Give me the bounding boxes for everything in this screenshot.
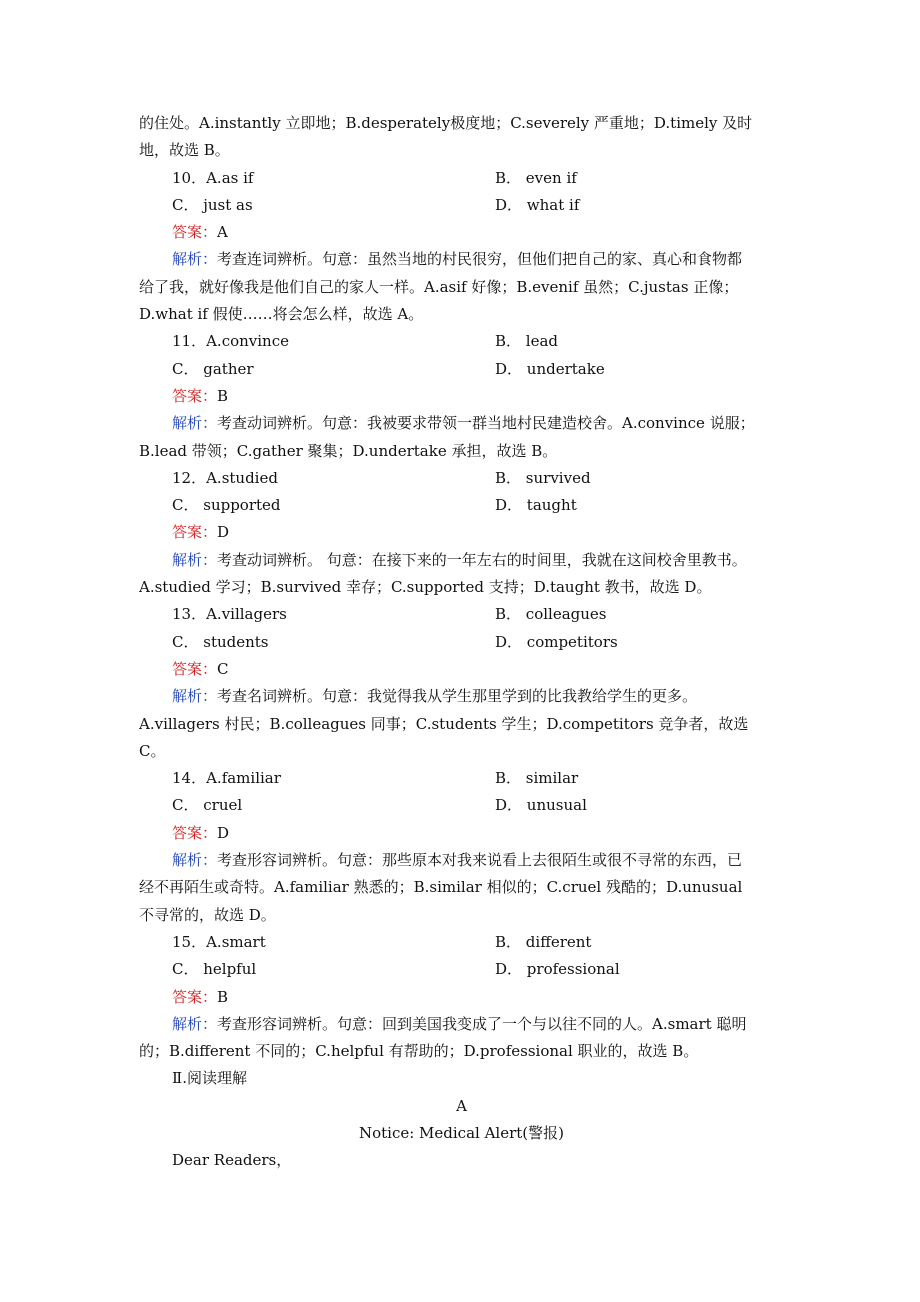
- option-d: D． professional: [495, 960, 620, 979]
- explanation-line: C。: [139, 741, 166, 760]
- question-11-options-row1: [139, 328, 784, 355]
- answer-label: 答案：: [172, 987, 218, 1006]
- explanation-label: 解析：: [172, 550, 218, 569]
- option-b: B． colleagues: [495, 605, 607, 624]
- explanation-line: [139, 547, 784, 574]
- answer-value: C: [217, 659, 229, 678]
- option-c: C． just as: [172, 195, 253, 214]
- answer-label: 答案：: [172, 523, 218, 542]
- explanation-label: 解析：: [172, 1014, 218, 1033]
- answer-value: A: [217, 223, 228, 242]
- document-body: [139, 110, 784, 1175]
- question-13-options-row1: [139, 601, 784, 628]
- passage-greeting: Dear Readers，: [172, 1151, 292, 1170]
- explanation-line: [139, 847, 784, 874]
- answer-label: 答案：: [172, 823, 218, 842]
- explanation-label: 解析：: [172, 414, 218, 433]
- question-10-options-row2: [139, 192, 784, 219]
- question-11-options-row2: [139, 356, 784, 383]
- question-15-options-row1: [139, 929, 784, 956]
- explanation-line: A.villagers 村民；B.colleagues 同事；C.students 学生；D.competitors 竞争者，故选: [139, 714, 749, 733]
- option-a: 13．A.villagers: [172, 605, 287, 624]
- option-b: B． different: [495, 932, 592, 951]
- explanation-line: 经不再陌生或奇特。A.familiar 熟悉的；B.similar 相似的；C.cruel 残酷的；D.unusual: [139, 878, 743, 897]
- question-14-options-row2: [139, 792, 784, 819]
- option-c: C． cruel: [172, 796, 243, 815]
- question-15-options-row2: [139, 956, 784, 983]
- explanation-line: [139, 246, 784, 273]
- explanation-text: 考查名词辨析。句意：我觉得我从学生那里学到的比我教给学生的更多。: [217, 687, 698, 706]
- option-b: B． lead: [495, 332, 559, 351]
- answer-line: [139, 820, 784, 847]
- intro-line: 地，故选 B。: [139, 141, 230, 160]
- answer-label: 答案：: [172, 659, 218, 678]
- explanation-text: 考查形容词辨析。句意：回到美国我变成了一个与以往不同的人。A.smart 聪明: [217, 1014, 747, 1033]
- question-12-options-row2: [139, 492, 784, 519]
- answer-label: 答案：: [172, 386, 218, 405]
- option-c: C． gather: [172, 359, 254, 378]
- section-heading: Ⅱ.阅读理解: [172, 1069, 247, 1088]
- explanation-line: A.studied 学习；B.survived 幸存；C.supported 支持；D.taught 教书，故选 D。: [139, 578, 712, 597]
- question-14-options-row1: [139, 765, 784, 792]
- explanation-text: 考查形容词辨析。句意：那些原本对我来说看上去很陌生或很不寻常的东西，已: [217, 851, 743, 870]
- option-a: 15．A.smart: [172, 932, 266, 951]
- option-d: D． unusual: [495, 796, 587, 815]
- explanation-line: 不寻常的，故选 D。: [139, 905, 276, 924]
- explanation-text: 考查连词辨析。句意：虽然当地的村民很穷，但他们把自己的家、真心和食物都: [217, 250, 743, 269]
- explanation-line: [139, 1011, 784, 1038]
- option-d: D． taught: [495, 496, 577, 515]
- option-b: B． similar: [495, 769, 579, 788]
- option-d: D． undertake: [495, 359, 605, 378]
- option-c: C． helpful: [172, 960, 257, 979]
- intro-line: 的住处。A.instantly 立即地；B.desperately极度地；C.severely 严重地；D.timely 及时: [139, 114, 753, 132]
- option-a: 11．A.convince: [172, 332, 289, 351]
- question-12-options-row1: [139, 465, 784, 492]
- explanation-label: 解析：: [172, 851, 218, 870]
- passage-letter: A: [456, 1096, 467, 1115]
- answer-value: B: [217, 987, 229, 1006]
- explanation-text: 考查动词辨析。 句意：在接下来的一年左右的时间里，我就在这间校舍里教书。: [217, 550, 747, 569]
- answer-line: [139, 656, 784, 683]
- option-b: B． even if: [495, 168, 577, 187]
- explanation-line: 的；B.different 不同的；C.helpful 有帮助的；D.professional 职业的，故选 B。: [139, 1042, 699, 1061]
- answer-label: 答案：: [172, 223, 218, 242]
- answer-line: [139, 383, 784, 410]
- option-a: 14．A.familiar: [172, 769, 281, 788]
- answer-line: [139, 984, 784, 1011]
- question-13-options-row2: [139, 629, 784, 656]
- answer-value: B: [217, 386, 229, 405]
- answer-line: [139, 219, 784, 246]
- answer-value: D: [217, 823, 230, 842]
- option-d: D． what if: [495, 195, 580, 214]
- explanation-label: 解析：: [172, 250, 218, 269]
- option-d: D． competitors: [495, 632, 618, 651]
- explanation-text: 考查动词辨析。句意：我被要求带领一群当地村民建造校舍。A.convince 说服；: [217, 414, 755, 433]
- passage-title: Notice: Medical Alert(警报): [358, 1123, 565, 1142]
- explanation-line: 给了我，就好像我是他们自己的家人一样。A.asif 好像；B.evenif 虽然；C.justas 正像；: [139, 277, 739, 296]
- explanation-line: B.lead 带领；C.gather 聚集；D.undertake 承担，故选 B。: [139, 441, 558, 460]
- explanation-line: D.what if 假使……将会怎么样，故选 A。: [139, 305, 424, 324]
- explanation-label: 解析：: [172, 687, 218, 706]
- option-b: B． survived: [495, 468, 591, 487]
- explanation-line: [139, 410, 784, 437]
- option-c: C． supported: [172, 496, 281, 515]
- option-c: C． students: [172, 632, 269, 651]
- question-10-options-row1: [139, 165, 784, 192]
- option-a: 10．A.as if: [172, 168, 254, 187]
- option-a: 12．A.studied: [172, 468, 278, 487]
- answer-value: D: [217, 523, 230, 542]
- answer-line: [139, 519, 784, 546]
- explanation-line: [139, 683, 784, 710]
